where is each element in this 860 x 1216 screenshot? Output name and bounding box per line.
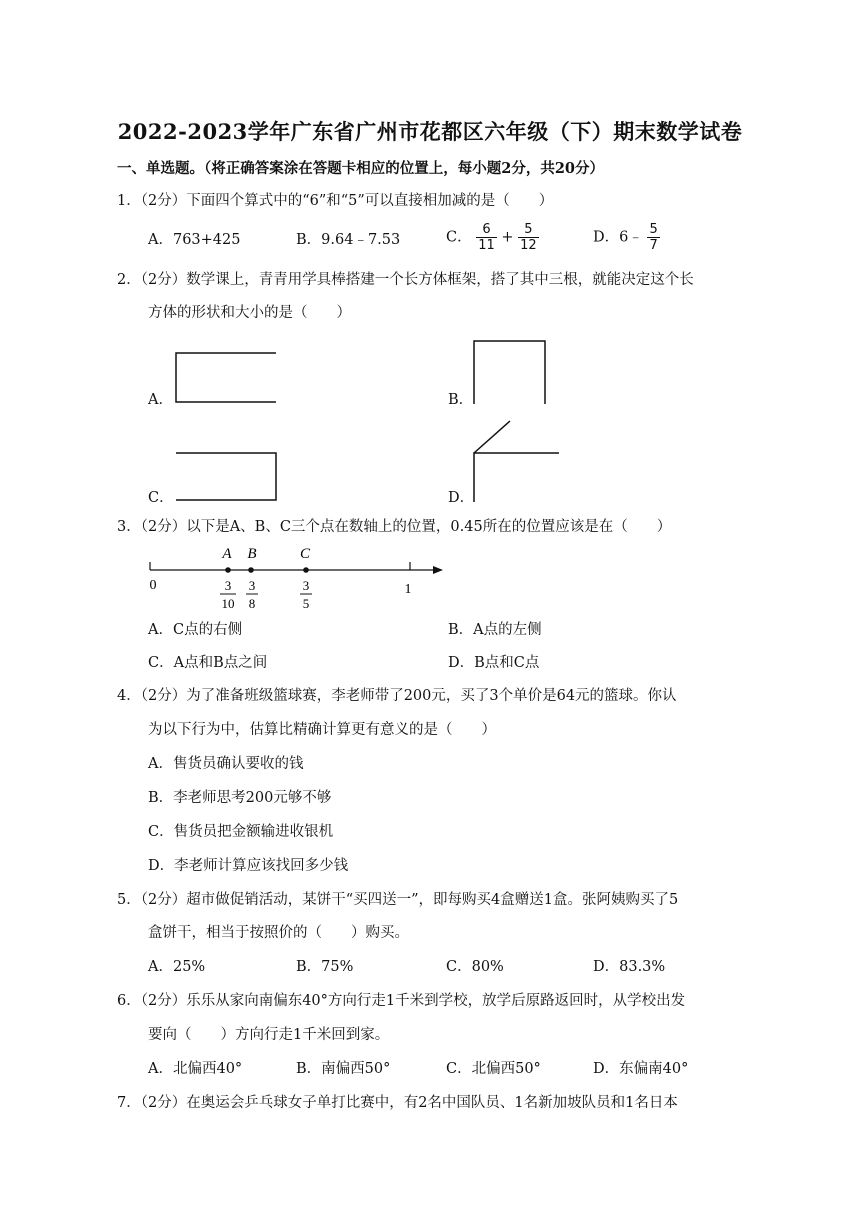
q1-option-c-fraction-1: [476, 222, 497, 253]
q3-option-b: B．A点的左侧: [448, 622, 542, 638]
q1-option-d-fraction: [647, 222, 659, 253]
question-2-stem-line-1: 2．（2分）数学课上，青青用学具棒搭建一个长方体框架，搭了其中三根，就能决定这个长: [117, 272, 694, 288]
question-1-stem: 1．（2分）下面四个算式中的“6”和“5”可以直接相加减的是（ ）: [117, 193, 554, 209]
plus-sign: +: [501, 229, 514, 246]
question-6-stem-line-1: 6．（2分）乐乐从家向南偏东40°方向行走1千米到学校，放学后原路返回时，从学校出发: [117, 993, 686, 1009]
figure-d-lines: [474, 453, 559, 502]
fraction-numerator: 5: [649, 222, 658, 237]
q4-option-b: B．李老师思考200元够不够: [148, 790, 332, 806]
question-5-stem-line-1: 5．（2分）超市做促销活动，某饼干“买四送一”，即每购买4盒赠送1盒。张阿姨购买了5: [117, 892, 679, 908]
fraction-c-denominator: 5: [302, 596, 310, 611]
q5-option-a: A．25%: [148, 959, 206, 975]
q3-option-a: A．C点的右侧: [148, 622, 243, 638]
q2-option-c: C．: [148, 490, 174, 506]
fraction-numerator: 5: [524, 222, 533, 237]
q4-option-d: D．李老师计算应该找回多少钱: [148, 858, 349, 874]
q1-option-d: [593, 222, 660, 253]
section-heading: 一、单选题。（将正确答案涂在答题卡相应的位置上，每小题2分，共20分）: [117, 160, 605, 177]
q1-option-c-label: C．: [446, 229, 472, 246]
label-b: B: [247, 546, 257, 562]
fraction-a-numerator: 3: [224, 578, 232, 593]
q2-figure-b: [470, 338, 550, 408]
q4-option-a: A．售货员确认要收的钱: [148, 756, 304, 772]
label-a: A: [222, 546, 232, 562]
q3-option-d: D．B点和C点: [448, 655, 540, 671]
fraction-numerator: 6: [482, 222, 491, 237]
question-2-stem-line-2: 方体的形状和大小的是（ ）: [148, 305, 351, 321]
q6-option-b: B．南偏西50°: [296, 1061, 391, 1077]
q6-option-a: A．北偏西40°: [148, 1061, 243, 1077]
q2-figure-a: [170, 350, 280, 410]
fraction-c-numerator: 3: [302, 578, 310, 593]
q2-option-b: B．: [448, 392, 474, 408]
q2-option-d: D．: [448, 490, 475, 506]
question-4-stem-line-1: 4．（2分）为了准备班级篮球赛，李老师带了200元，买了3个单价是64元的篮球。你认: [117, 688, 677, 704]
question-6-stem-line-2: 要向（ ）方向行走1千米回到家。: [148, 1027, 390, 1043]
q5-option-c: C．80%: [446, 959, 504, 975]
question-7-stem-line-1: 7．（2分）在奥运会乒乓球女子单打比赛中，有2名中国队员、1名新加坡队员和1名日本: [117, 1095, 678, 1111]
q6-option-d: D．东偏南40°: [593, 1061, 689, 1077]
fraction-b-numerator: 3: [248, 578, 256, 593]
point-a: [225, 567, 231, 573]
label-c: C: [299, 546, 311, 562]
point-b: [248, 567, 254, 573]
q2-option-a: A．: [148, 392, 173, 408]
label-zero: 0: [149, 578, 157, 593]
q1-option-d-label: D．6﹣: [593, 229, 643, 246]
fraction-denominator: 12: [520, 238, 537, 253]
label-one: 1: [404, 582, 412, 597]
fraction-b-denominator: 8: [248, 596, 256, 611]
number-line-arrow: [433, 566, 443, 574]
figure-a-lines: [176, 353, 276, 402]
q2-figure-c: [170, 450, 282, 505]
figure-d-diagonal: [474, 421, 510, 453]
fraction-denominator: 11: [478, 238, 495, 253]
q5-option-d: D．83.3%: [593, 959, 666, 975]
q1-option-c: [446, 222, 539, 253]
number-line: [140, 540, 450, 615]
q6-option-c: C．北偏西50°: [446, 1061, 541, 1077]
q5-option-b: B．75%: [296, 959, 354, 975]
q1-option-a: A．763+425: [148, 232, 241, 248]
q2-figure-d: [470, 420, 562, 505]
q4-option-c: C．售货员把金额输进收银机: [148, 824, 334, 840]
q1-option-c-fraction-2: [518, 222, 539, 253]
question-3-stem: 3．（2分）以下是A、B、C三个点在数轴上的位置，0.45所在的位置应该是在（ ）: [117, 519, 672, 535]
fraction-a-denominator: 10: [221, 596, 235, 611]
question-5-stem-line-2: 盒饼干，相当于按照价的（ ）购买。: [148, 925, 409, 941]
fraction-denominator: 7: [649, 238, 658, 253]
figure-c-lines: [176, 453, 276, 500]
figure-b-lines: [474, 341, 545, 404]
q3-option-c: C．A点和B点之间: [148, 655, 268, 671]
question-4-stem-line-2: 为以下行为中，估算比精确计算更有意义的是（ ）: [148, 722, 496, 738]
page-title: 2022-2023学年广东省广州市花都区六年级（下）期末数学试卷: [117, 119, 743, 144]
point-c: [303, 567, 309, 573]
q1-option-b: B．9.64﹣7.53: [296, 232, 401, 248]
